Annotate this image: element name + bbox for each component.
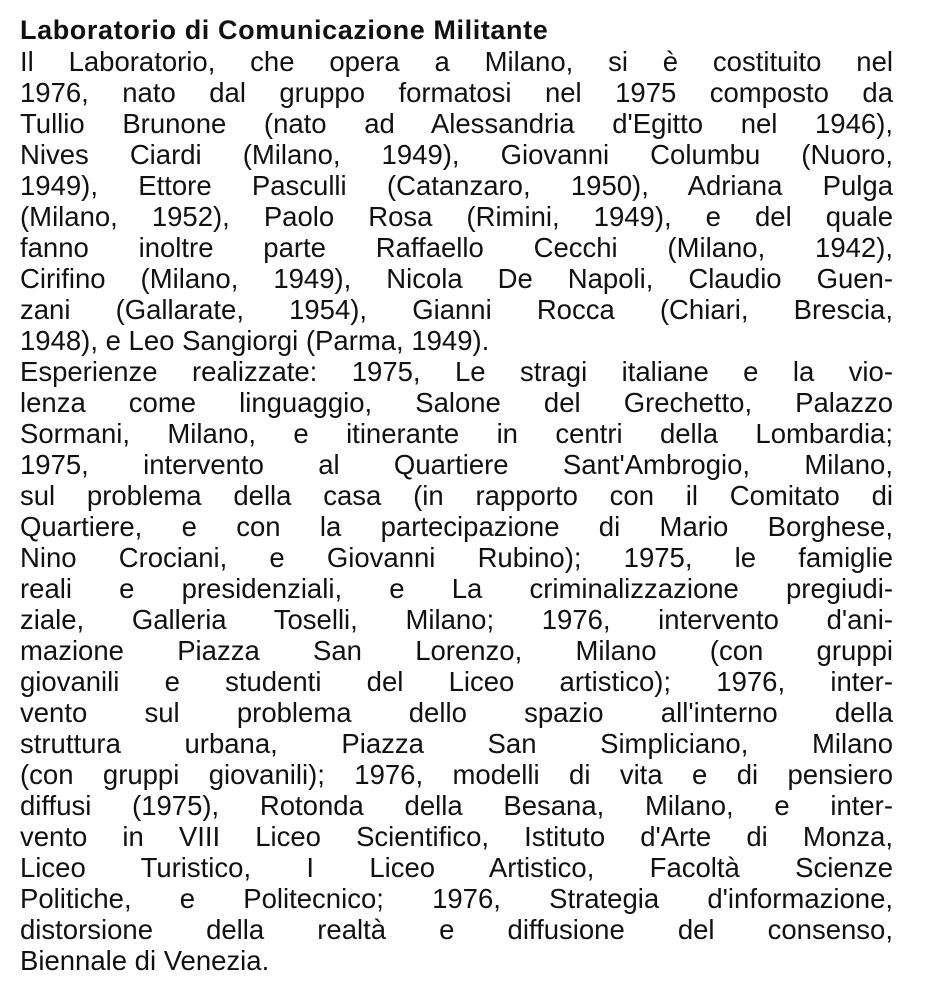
text-line: Biennale di Venezia. <box>20 945 270 976</box>
text-line: 1975, intervento al Quartiere Sant'Ambrogio, Milano, <box>20 449 893 480</box>
paragraph-biography <box>20 46 893 356</box>
text-line: Tullio Brunone (nato ad Alessandria d'Egitto nel 1946), <box>20 108 893 139</box>
text-line: lenza come linguaggio, Salone del Grechetto, Palazzo <box>20 387 893 418</box>
text-line: Nino Crociani, e Giovanni Rubino); 1975, le famiglie <box>20 542 893 573</box>
text-line: 1948), e Leo Sangiorgi (Parma, 1949). <box>20 325 490 356</box>
text-line: Cirifino (Milano, 1949), Nicola De Napoli, Claudio Guen- <box>20 263 893 294</box>
paragraph-experiences <box>20 356 893 976</box>
text-line: diffusi (1975), Rotonda della Besana, Milano, e inter- <box>20 790 893 821</box>
text-line: Liceo Turistico, I Liceo Artistico, Facoltà Scienze <box>20 852 893 883</box>
text-line: 1949), Ettore Pasculli (Catanzaro, 1950), Adriana Pulga <box>20 170 893 201</box>
text-line: 1976, nato dal gruppo formatosi nel 1975 composto da <box>20 77 893 108</box>
text-line: Il Laboratorio, che opera a Milano, si è costituito nel <box>20 46 893 77</box>
text-line: (Milano, 1952), Paolo Rosa (Rimini, 1949), e del quale <box>20 201 893 232</box>
text-line: sul problema della casa (in rapporto con il Comitato di <box>20 480 893 511</box>
document-title: Laboratorio di Comunicazione Militante <box>20 15 549 45</box>
text-line: vento sul problema dello spazio all'interno della <box>20 697 893 728</box>
text-line: vento in VIII Liceo Scientifico, Istituto d'Arte di Monza, <box>20 821 893 852</box>
text-line: zani (Gallarate, 1954), Gianni Rocca (Chiari, Brescia, <box>20 294 893 325</box>
text-line: struttura urbana, Piazza San Simpliciano, Milano <box>20 728 893 759</box>
text-line: Esperienze realizzate: 1975, Le stragi italiane e la vio- <box>20 356 893 387</box>
text-line: Nives Ciardi (Milano, 1949), Giovanni Columbu (Nuoro, <box>20 139 893 170</box>
text-line: Politiche, e Politecnico; 1976, Strategia d'informazione, <box>20 883 893 914</box>
text-line: Quartiere, e con la partecipazione di Mario Borghese, <box>20 511 893 542</box>
text-line: (con gruppi giovanili); 1976, modelli di vita e di pensiero <box>20 759 893 790</box>
text-line: distorsione della realtà e diffusione del consenso, <box>20 914 893 945</box>
text-line: ziale, Galleria Toselli, Milano; 1976, intervento d'ani- <box>20 604 893 635</box>
text-line: giovanili e studenti del Liceo artistico); 1976, inter- <box>20 666 893 697</box>
text-line: Sormani, Milano, e itinerante in centri della Lombardia; <box>20 418 893 449</box>
document-page <box>20 14 893 976</box>
text-line: mazione Piazza San Lorenzo, Milano (con gruppi <box>20 635 893 666</box>
text-line: reali e presidenziali, e La criminalizzazione pregiudi- <box>20 573 893 604</box>
text-line: fanno inoltre parte Raffaello Cecchi (Milano, 1942), <box>20 232 893 263</box>
